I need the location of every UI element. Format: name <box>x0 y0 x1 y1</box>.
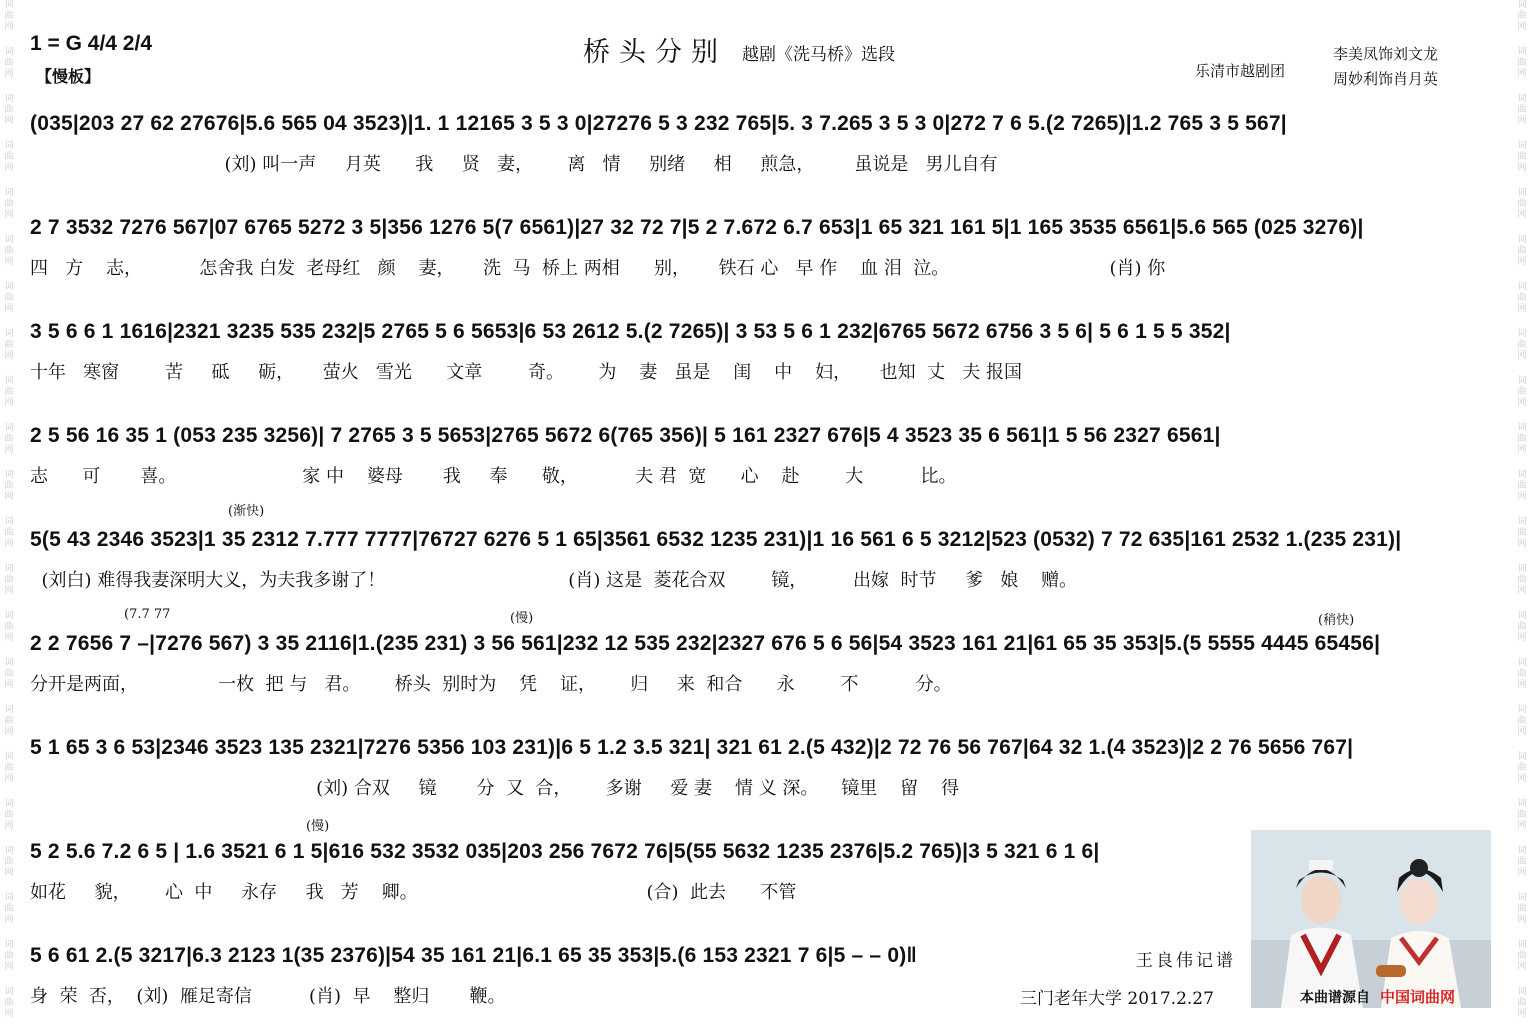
notation-line: 2 5 56 16 35 1 (053 235 3256)| 7 2765 3 5 5653|2765 5672 6(765 356)| 5 161 2327 676|5 4 3523 35 6 561|1 5 56 2327 6561| <box>30 424 1221 447</box>
watermark-text: 词 曲 网 <box>4 893 14 925</box>
notation-line: 3 5 6 6 1 1616|2321 3235 535 232|5 2765 5 6 5653|6 53 2612 5.(2 7265)| 3 53 5 6 1 232|6765 5672 6756 3 5 6| 5 6 1 5 5 352| <box>30 320 1231 343</box>
watermark-text: 词 曲 网 <box>1517 705 1527 737</box>
watermark-text: 词 曲 网 <box>4 564 14 596</box>
watermark-text: 词 曲 网 <box>4 658 14 690</box>
notation-line: 5 2 5.6 7.2 6 5 | 1.6 3521 6 1 5|616 532 3532 035|203 256 7672 76|5(55 5632 1235 2376|5.2 765)|3 5 321 6 1 6| <box>30 840 1100 863</box>
watermark-text: 词 曲 网 <box>4 329 14 361</box>
lyrics-line: (刘白) 难得我妻深明大义，为夫我多谢了！ (肖) 这是 菱花合双 镜， 出嫁 时节 爹 娘 赠。 <box>30 570 1078 591</box>
source-brand: 中国词曲网 <box>1380 988 1456 1006</box>
watermark-text: 词 曲 网 <box>1517 282 1527 314</box>
score-title: 桥头分别 <box>583 37 727 68</box>
watermark-text: 词 曲 网 <box>1517 940 1527 972</box>
watermark-text: 词 曲 网 <box>4 188 14 220</box>
watermark-text: 词 曲 网 <box>1517 658 1527 690</box>
notation-line: 2 2 7656 7 –|7276 567) 3 35 2116|1.(235 231) 3 56 561|232 12 535 232|2327 676 5 6 56|54 3523 161 21|61 65 35 353|5.(5 5555 4445 65456| <box>30 632 1381 655</box>
watermark-text: 词 曲 网 <box>1517 470 1527 502</box>
watermark-text: 词 曲 网 <box>4 0 14 32</box>
watermark-text: 词 曲 网 <box>4 799 14 831</box>
watermark-text: 词 曲 网 <box>4 752 14 784</box>
watermark-text: 词 曲 网 <box>1517 611 1527 643</box>
transcriber-credit: 王良伟记谱 <box>1136 951 1236 971</box>
lyrics-line: (刘) 叫一声 月英 我 贤 妻， 离 情 别绪 相 煎急， 虽说是 男儿自有 <box>30 154 998 175</box>
lyrics-line: 身 荣 否， (刘) 雁足寄信 (肖) 早 整归 鞭。 <box>30 986 506 1007</box>
notation-line: 5 6 61 2.(5 3217|6.3 2123 1(35 2376)|54 35 161 21|6.1 65 35 353|5.(6 153 2321 7 6|5 – – 0)‖ <box>30 944 918 967</box>
watermark-text: 词 曲 网 <box>1517 846 1527 878</box>
lyrics-line: 如花 貌， 心 中 永存 我 芳 卿。 (合) 此去 不管 <box>30 882 797 903</box>
watermark-text: 词 曲 网 <box>4 940 14 972</box>
school-and-date: 三门老年大学 2017.2.27 <box>1020 989 1214 1009</box>
watermark-text: 词 曲 网 <box>4 987 14 1019</box>
watermark-text: 词 曲 网 <box>1517 188 1527 220</box>
watermark-text: 词 曲 网 <box>1517 564 1527 596</box>
watermark-text: 词 曲 网 <box>1517 893 1527 925</box>
lyrics-line: 志 可 喜。 家 中 婆母 我 奉 敬， 夫 君 宽 心 赴 大 比。 <box>30 466 957 487</box>
watermark-text: 词 曲 网 <box>1517 141 1527 173</box>
watermark-text: 词 曲 网 <box>1517 517 1527 549</box>
watermark-text: 词 曲 网 <box>1517 47 1527 79</box>
troupe-name: 乐清市越剧团 <box>1195 62 1286 80</box>
tempo-mark-accelerando: (渐快) <box>228 504 265 519</box>
watermark-text: 词 曲 网 <box>1517 423 1527 455</box>
watermark-text: 词 曲 网 <box>1517 987 1527 1019</box>
notation-line: 5(5 43 2346 3523|1 35 2312 7.777 7777|76727 6276 5 1 65|3561 6532 1235 231)|1 16 561 6 5 3212|523 (0532) 7 72 635|161 2532 1.(235 231)| <box>30 528 1402 551</box>
watermark-text: 词 曲 网 <box>4 141 14 173</box>
watermark-text: 词 曲 网 <box>4 470 14 502</box>
right-watermark-strip <box>1513 0 1531 1035</box>
watermark-text: 词 曲 网 <box>4 94 14 126</box>
tempo-mark-slow-2: (慢) <box>306 819 330 834</box>
watermark-text: 词 曲 网 <box>1517 0 1527 32</box>
watermark-text: 词 曲 网 <box>4 376 14 408</box>
left-watermark-strip <box>0 0 18 1035</box>
lyrics-line: 分开是两面， 一枚 把 与 君。 桥头 别时为 凭 证， 归 来 和合 永 不 分。 <box>30 674 952 695</box>
watermark-text: 词 曲 网 <box>4 517 14 549</box>
watermark-text: 词 曲 网 <box>1517 235 1527 267</box>
source-credit <box>1300 986 1455 1007</box>
cast-line: 周妙利饰肖月英 <box>1333 70 1439 88</box>
performers-illustration <box>1251 830 1491 1008</box>
lyrics-line: 四 方 志， 怎舍我 白发 老母红 颜 妻， 洗 马 桥上 两相 别， 铁石 心 早 作 血 泪 泣。 (肖) 你 <box>30 258 1166 279</box>
watermark-text: 词 曲 网 <box>4 611 14 643</box>
watermark-text: 词 曲 网 <box>1517 752 1527 784</box>
notation-line: 2 7 3532 7276 567|07 6765 5272 3 5|356 1276 5(7 6561)|27 32 72 7|5 2 7.672 6.7 653|1 65 321 161 5|1 165 3535 6561|5.6 565 (025 3276)| <box>30 216 1364 239</box>
notation-line: 5 1 65 3 6 53|2346 3523 135 2321|7276 5356 103 231)|6 5 1.2 3.5 321| 321 61 2.(5 432)|2 72 76 56 767|64 32 1.(4 3523)|2 2 76 5656 767| <box>30 736 1354 759</box>
watermark-text: 词 曲 网 <box>1517 376 1527 408</box>
watermark-text: 词 曲 网 <box>4 235 14 267</box>
opera-stage-photo <box>1251 830 1491 1008</box>
watermark-text: 词 曲 网 <box>1517 799 1527 831</box>
watermark-text: 词 曲 网 <box>4 846 14 878</box>
watermark-text: 词 曲 网 <box>4 282 14 314</box>
grace-note-mark: (7.7 77 <box>124 607 171 622</box>
cast-line: 李美凤饰刘文龙 <box>1333 45 1439 63</box>
score-subtitle: 越剧《洗马桥》选段 <box>742 45 895 65</box>
notation-line: (035|203 27 62 27676|5.6 565 04 3523)|1. 1 12165 3 5 3 0|27276 5 3 232 765|5. 3 7.265 3 5 3 0|272 7 6 5.(2 7265)|1.2 765 3 5 567| <box>30 112 1287 135</box>
tempo-mark-slightly-faster: (稍快) <box>1318 613 1355 628</box>
tempo-mark-slow: (慢) <box>510 611 534 626</box>
lyrics-line: (刘) 合双 镜 分 又 合， 多谢 爱 妻 情 义 深。 镜里 留 得 <box>30 778 960 799</box>
source-label: 本曲谱源自 <box>1300 990 1370 1006</box>
cast-list <box>1333 42 1438 92</box>
watermark-text: 词 曲 网 <box>4 705 14 737</box>
watermark-text: 词 曲 网 <box>4 423 14 455</box>
watermark-text: 词 曲 网 <box>4 47 14 79</box>
key-signature: 1 = G 4/4 2/4 <box>30 32 153 55</box>
lyrics-line: 十年 寒窗 苦 砥 砺， 萤火 雪光 文章 奇。 为 妻 虽是 闺 中 妇， 也知 丈 夫 报国 <box>30 362 1023 383</box>
tempo-marking: 【慢板】 <box>36 67 101 86</box>
watermark-text: 词 曲 网 <box>1517 94 1527 126</box>
watermark-text: 词 曲 网 <box>1517 329 1527 361</box>
